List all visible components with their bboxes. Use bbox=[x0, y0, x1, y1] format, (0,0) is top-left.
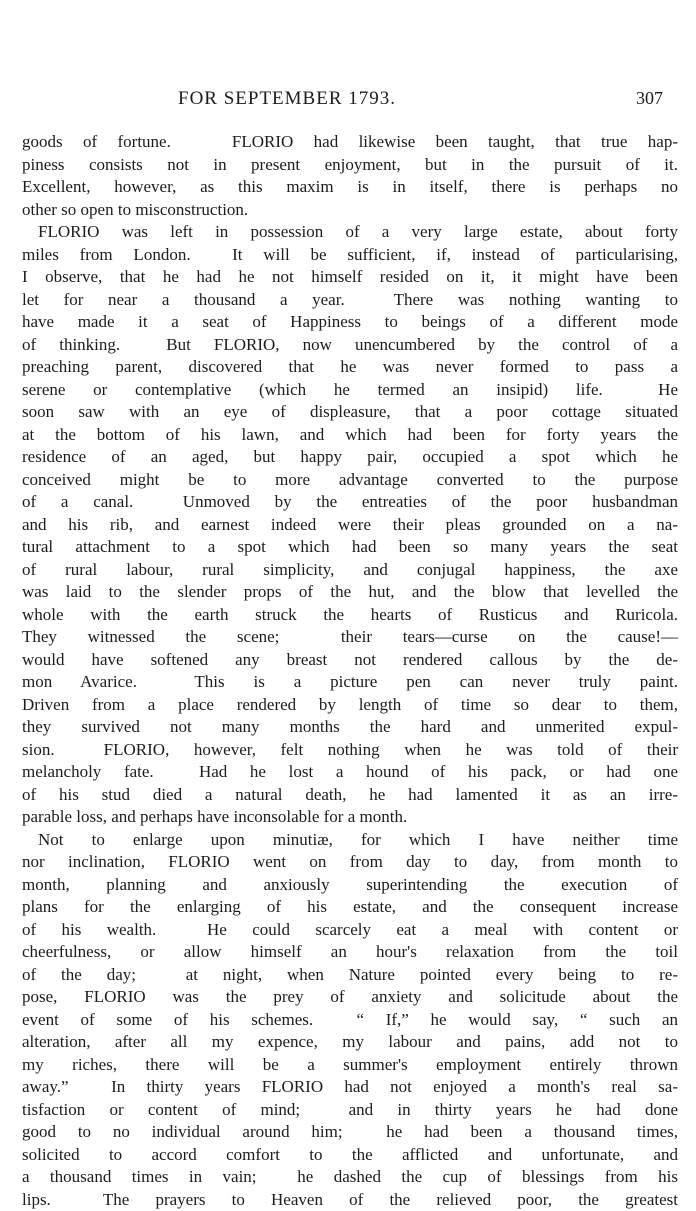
text-line: residence of an aged, but happy pair, occupied a spot which he bbox=[22, 446, 678, 469]
text-line: event of some of his schemes. “ If,” he would say, “ such an bbox=[22, 1009, 678, 1032]
text-line: of thinking. But FLORIO, now unencumbered by the control of a bbox=[22, 334, 678, 357]
text-line: and his rib, and earnest indeed were their pleas grounded on a na- bbox=[22, 514, 678, 537]
text-line: tural attachment to a spot which had been so many years the seat bbox=[22, 536, 678, 559]
text-line: Excellent, however, as this maxim is in itself, there is perhaps no bbox=[22, 176, 678, 199]
text-line: month, planning and anxiously superintending the execution of bbox=[22, 874, 678, 897]
text-line: lips. The prayers to Heaven of the relieved poor, the greatest bbox=[22, 1189, 678, 1211]
text-line: piness consists not in present enjoyment, but in the pursuit of it. bbox=[22, 154, 678, 177]
text-line: melancholy fate. Had he lost a hound of his pack, or had one bbox=[22, 761, 678, 784]
text-line: conceived might be to more advantage converted to the purpose bbox=[22, 469, 678, 492]
text-line: FLORIO was left in possession of a very large estate, about forty bbox=[22, 221, 678, 244]
text-line: They witnessed the scene; their tears—curse on the cause!— bbox=[22, 626, 678, 649]
text-line: of a canal. Unmoved by the entreaties of the poor husbandman bbox=[22, 491, 678, 514]
text-line: serene or contemplative (which he termed an insipid) life. He bbox=[22, 379, 678, 402]
text-line: miles from London. It will be sufficient, if, instead of particularising, bbox=[22, 244, 678, 267]
text-line: at the bottom of his lawn, and which had been for forty years the bbox=[22, 424, 678, 447]
page-header bbox=[0, 88, 696, 118]
text-line: parable loss, and perhaps have inconsolable for a month. bbox=[22, 806, 678, 829]
text-line: plans for the enlarging of his estate, and the consequent increase bbox=[22, 896, 678, 919]
body-text bbox=[22, 131, 678, 1211]
text-line: whole with the earth struck the hearts of Rusticus and Ruricola. bbox=[22, 604, 678, 627]
text-line: of his stud died a natural death, he had lamented it as an irre- bbox=[22, 784, 678, 807]
text-line: cheerfulness, or allow himself an hour's relaxation from the toil bbox=[22, 941, 678, 964]
text-line: they survived not many months the hard and unmerited expul- bbox=[22, 716, 678, 739]
text-line: I observe, that he had he not himself resided on it, it might have been bbox=[22, 266, 678, 289]
text-line: would have softened any breast not rendered callous by the de- bbox=[22, 649, 678, 672]
text-line: of the day; at night, when Nature pointed every being to re- bbox=[22, 964, 678, 987]
text-line: mon Avarice. This is a picture pen can never truly paint. bbox=[22, 671, 678, 694]
text-line: other so open to misconstruction. bbox=[22, 199, 678, 222]
text-line: let for near a thousand a year. There was nothing wanting to bbox=[22, 289, 678, 312]
page-number: 307 bbox=[636, 88, 663, 109]
text-line: of rural labour, rural simplicity, and conjugal happiness, the axe bbox=[22, 559, 678, 582]
text-line: sion. FLORIO, however, felt nothing when he was told of their bbox=[22, 739, 678, 762]
text-line: my riches, there will be a summer's employment entirely thrown bbox=[22, 1054, 678, 1077]
text-line: have made it a seat of Happiness to beings of a different mode bbox=[22, 311, 678, 334]
text-line: alteration, after all my expence, my labour and pains, add not to bbox=[22, 1031, 678, 1054]
text-line: soon saw with an eye of displeasure, that a poor cottage situated bbox=[22, 401, 678, 424]
text-line: goods of fortune. FLORIO had likewise been taught, that true hap- bbox=[22, 131, 678, 154]
text-line: Driven from a place rendered by length of time so dear to them, bbox=[22, 694, 678, 717]
text-line: Not to enlarge upon minutiæ, for which I have neither time bbox=[22, 829, 678, 852]
text-line: good to no individual around him; he had been a thousand times, bbox=[22, 1121, 678, 1144]
text-line: solicited to accord comfort to the afflicted and unfortunate, and bbox=[22, 1144, 678, 1167]
text-line: was laid to the slender props of the hut, and the blow that levelled the bbox=[22, 581, 678, 604]
text-line: nor inclination, FLORIO went on from day to day, from month to bbox=[22, 851, 678, 874]
text-line: away.” In thirty years FLORIO had not enjoyed a month's real sa- bbox=[22, 1076, 678, 1099]
text-line: pose, FLORIO was the prey of anxiety and solicitude about the bbox=[22, 986, 678, 1009]
text-line: tisfaction or content of mind; and in thirty years he had done bbox=[22, 1099, 678, 1122]
text-line: a thousand times in vain; he dashed the cup of blessings from his bbox=[22, 1166, 678, 1189]
text-line: preaching parent, discovered that he was never formed to pass a bbox=[22, 356, 678, 379]
running-head: FOR SEPTEMBER 1793. bbox=[178, 88, 396, 110]
text-line: of his wealth. He could scarcely eat a meal with content or bbox=[22, 919, 678, 942]
